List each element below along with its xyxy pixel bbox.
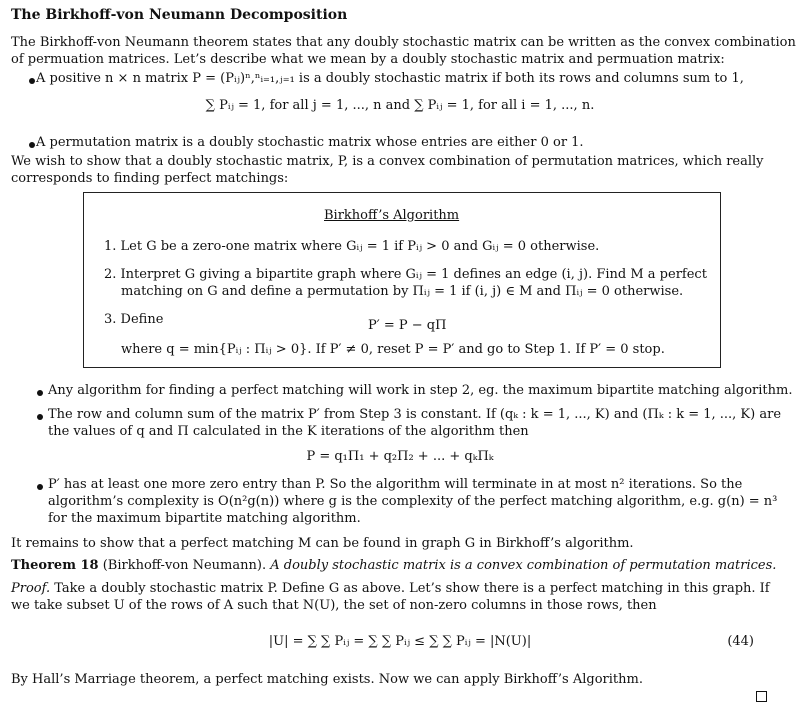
- bullet-dot: [37, 390, 43, 396]
- equation-number: (44): [727, 634, 754, 649]
- bullet-permutation-matrix: A permutation matrix is a doubly stochastic matrix whose entries are either 0 or 1.: [36, 135, 584, 150]
- bullet-constant-sum-b: the values of q and Π calculated in the K iterations of the algorithm then: [48, 424, 529, 439]
- intro-line-2: of permuation matrices. Let’s describe what we mean by a doubly stochastic matrix and permuation matrix:: [11, 52, 725, 67]
- algorithm-step-3-equation: P′ = P − qΠ: [368, 318, 447, 333]
- theorem-name: (Birkhoff-von Neumann).: [102, 558, 267, 573]
- bullet-complexity-c: for the maximum bipartite matching algorithm.: [48, 511, 361, 526]
- para2-line-2: corresponds to finding perfect matchings:: [11, 171, 289, 186]
- bullet-dot: [37, 414, 43, 420]
- bullet-dot: [29, 142, 35, 148]
- equation-decomposition: P = q₁Π₁ + q₂Π₂ + ... + qₖΠₖ: [306, 449, 494, 464]
- proof-line-1: [11, 580, 770, 597]
- equation-44: |U| = ∑ ∑ Pᵢⱼ = ∑ ∑ Pᵢⱼ ≤ ∑ ∑ Pᵢⱼ = |N(U)|: [268, 634, 532, 649]
- proof-text-1: Take a doubly stochastic matrix P. Define G as above. Let’s show there is a perfect matching in this graph. If: [54, 581, 770, 596]
- qed-square-icon: [756, 691, 767, 702]
- algorithm-step-1: 1. Let G be a zero-one matrix where Gᵢⱼ = 1 if Pᵢⱼ > 0 and Gᵢⱼ = 0 otherwise.: [104, 239, 600, 254]
- para2-line-1: We wish to show that a doubly stochastic matrix, P, is a convex combination of permutation matrices, which really: [11, 154, 764, 169]
- algorithm-step-2b: matching on G and define a permutation by Πᵢⱼ = 1 if (i, j) ∈ M and Πᵢⱼ = 0 otherwise.: [121, 284, 684, 299]
- algorithm-step-3b: where q = min{Pᵢⱼ : Πᵢⱼ > 0}. If P′ ≠ 0, reset P = P′ and go to Step 1. If P′ = 0 stop.: [121, 342, 665, 357]
- algorithm-step-2a: 2. Interpret G giving a bipartite graph where Gᵢⱼ = 1 defines an edge (i, j). Find M a perfect: [104, 267, 707, 282]
- theorem-statement: A doubly stochastic matrix is a convex combination of permutation matrices.: [270, 558, 777, 573]
- bullet-dot: [29, 78, 35, 84]
- proof-conclusion: By Hall’s Marriage theorem, a perfect matching exists. Now we can apply Birkhoff’s Algorithm.: [11, 672, 643, 687]
- proof-label: Proof.: [11, 581, 51, 596]
- bullet-constant-sum-a: The row and column sum of the matrix P′ from Step 3 is constant. If (qₖ : k = 1, ..., K) and (Πₖ : k = 1, ..., K) are: [48, 407, 782, 422]
- algorithm-step-3a: 3. Define: [104, 312, 164, 327]
- algorithm-title: Birkhoff’s Algorithm: [324, 208, 460, 223]
- bullet-matching-algorithm: Any algorithm for finding a perfect matching will work in step 2, eg. the maximum bipartite matching algorithm.: [48, 383, 793, 398]
- bullet-dot: [37, 484, 43, 490]
- para3: It remains to show that a perfect matching M can be found in graph G in Birkhoff’s algorithm.: [11, 536, 634, 551]
- proof-line-2: we take subset U of the rows of A such that N(U), the set of non-zero columns in those rows, then: [11, 598, 657, 613]
- section-title: The Birkhoff-von Neumann Decomposition: [11, 7, 348, 23]
- bullet-complexity-a: P′ has at least one more zero entry than P. So the algorithm will terminate in at most n² iterations. So the: [48, 477, 743, 492]
- theorem-label: Theorem 18: [11, 558, 99, 573]
- intro-line-1: The Birkhoff-von Neumann theorem states that any doubly stochastic matrix can be written as the convex combination: [11, 35, 796, 50]
- bullet-complexity-b: algorithm’s complexity is O(n²g(n)) where g is the complexity of the perfect matching algorithm, e.g. g(n) = n³: [48, 494, 778, 509]
- theorem-18: [11, 557, 776, 574]
- equation-row-col-sum: ∑ Pᵢⱼ = 1, for all j = 1, ..., n and ∑ Pᵢⱼ = 1, for all i = 1, ..., n.: [205, 98, 595, 113]
- bullet-doubly-stochastic: A positive n × n matrix P = (Pᵢⱼ)ⁿ,ⁿᵢ₌₁,ⱼ₌₁ is a doubly stochastic matrix if both its rows and columns sum to 1,: [36, 71, 744, 86]
